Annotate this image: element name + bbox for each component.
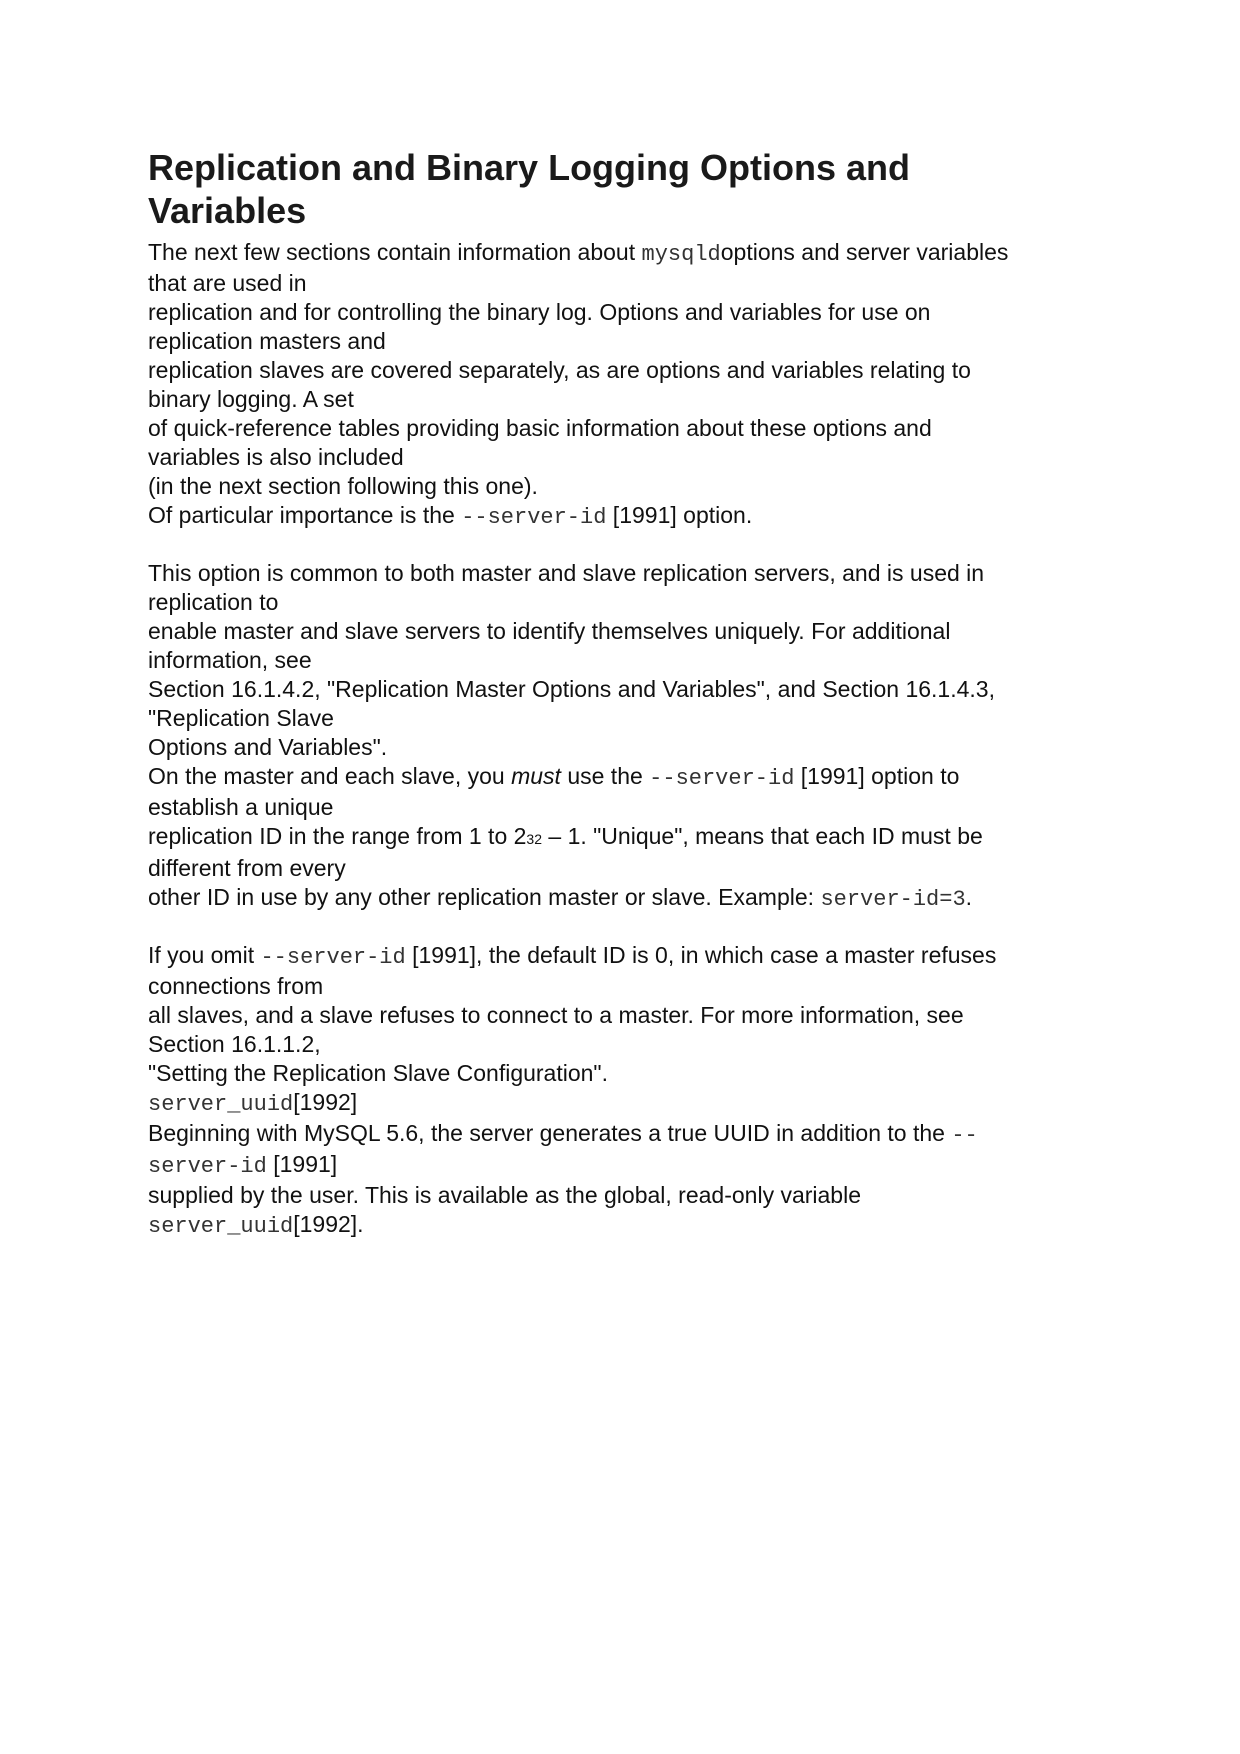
code-server-id-example: server-id=3 [820,887,966,912]
text-line: Beginning with MySQL 5.6, the server generates a true UUID in addition to the -- [148,1120,978,1148]
text-line: (in the next section following this one). [148,473,538,499]
paragraph-gap [148,532,1098,559]
text-line: replication slaves are covered separately, as are options and variables relating to [148,357,971,383]
text-line: This option is common to both master and slave replication servers, and is used in [148,560,985,586]
text-line: connections from [148,973,324,999]
text-line: that are used in [148,270,307,296]
text-line: replication masters and [148,328,386,354]
paragraph-server-id [148,559,1098,914]
text-line: Section 16.1.4.2, "Replication Master Options and Variables", and Section 16.1.4.3, [148,676,995,702]
text-line: Of particular importance is the --server-id [1991] option. [148,502,753,530]
text-line: "Setting the Replication Slave Configuration". [148,1060,608,1086]
emphasis-must: must [511,763,561,789]
text-line: Options and Variables". [148,734,388,760]
code-dashes: -- [951,1123,978,1148]
text-line: replication to [148,589,279,615]
text-line: different from every [148,855,346,881]
text-line: On the master and each slave, you must use the --server-id [1991] option to [148,763,960,791]
text-line: establish a unique [148,794,334,820]
text-line: server-id [1991] [148,1151,338,1179]
code-server-id: --server-id [461,505,607,530]
text-line: other ID in use by any other replication master or slave. Example: server-id=3. [148,884,973,912]
text-line: server_uuid[1992]. [148,1211,364,1239]
text-line: all slaves, and a slave refuses to connect to a master. For more information, see [148,1002,964,1028]
code-server-uuid: server_uuid [148,1092,294,1117]
text-line: replication and for controlling the binary log. Options and variables for use on [148,299,931,325]
text-line: If you omit --server-id [1991], the default ID is 0, in which case a master refuses [148,942,997,970]
document-body [148,146,1098,1241]
title-line-1: Replication and Binary Logging Options and [148,147,911,188]
text-line: Section 16.1.1.2, [148,1031,321,1057]
code-server-id: --server-id [260,945,406,970]
code-mysqld: mysqld [641,242,721,267]
code-server-uuid: server_uuid [148,1214,294,1239]
code-server-id: --server-id [649,766,795,791]
text-line: "Replication Slave [148,705,334,731]
text-line: server_uuid[1992] [148,1089,358,1117]
text-line: replication ID in the range from 1 to 232 – 1. "Unique", means that each ID must be [148,823,983,849]
code-server-id: server-id [148,1154,267,1179]
text-line: supplied by the user. This is available as the global, read-only variable [148,1182,861,1208]
paragraph-gap [148,914,1098,941]
text-line: information, see [148,647,312,673]
text-line: of quick-reference tables providing basic information about these options and [148,415,932,441]
paragraph-default-id [148,941,1098,1241]
text-line: binary logging. A set [148,386,354,412]
superscript-32: 32 [526,831,542,847]
title-line-2: Variables [148,190,307,231]
paragraph-intro [148,238,1098,532]
page-title [148,146,1098,232]
text-line: The next few sections contain information about mysqldoptions and server variables [148,239,1009,267]
text-line: enable master and slave servers to identify themselves uniquely. For additional [148,618,951,644]
text-line: variables is also included [148,444,404,470]
